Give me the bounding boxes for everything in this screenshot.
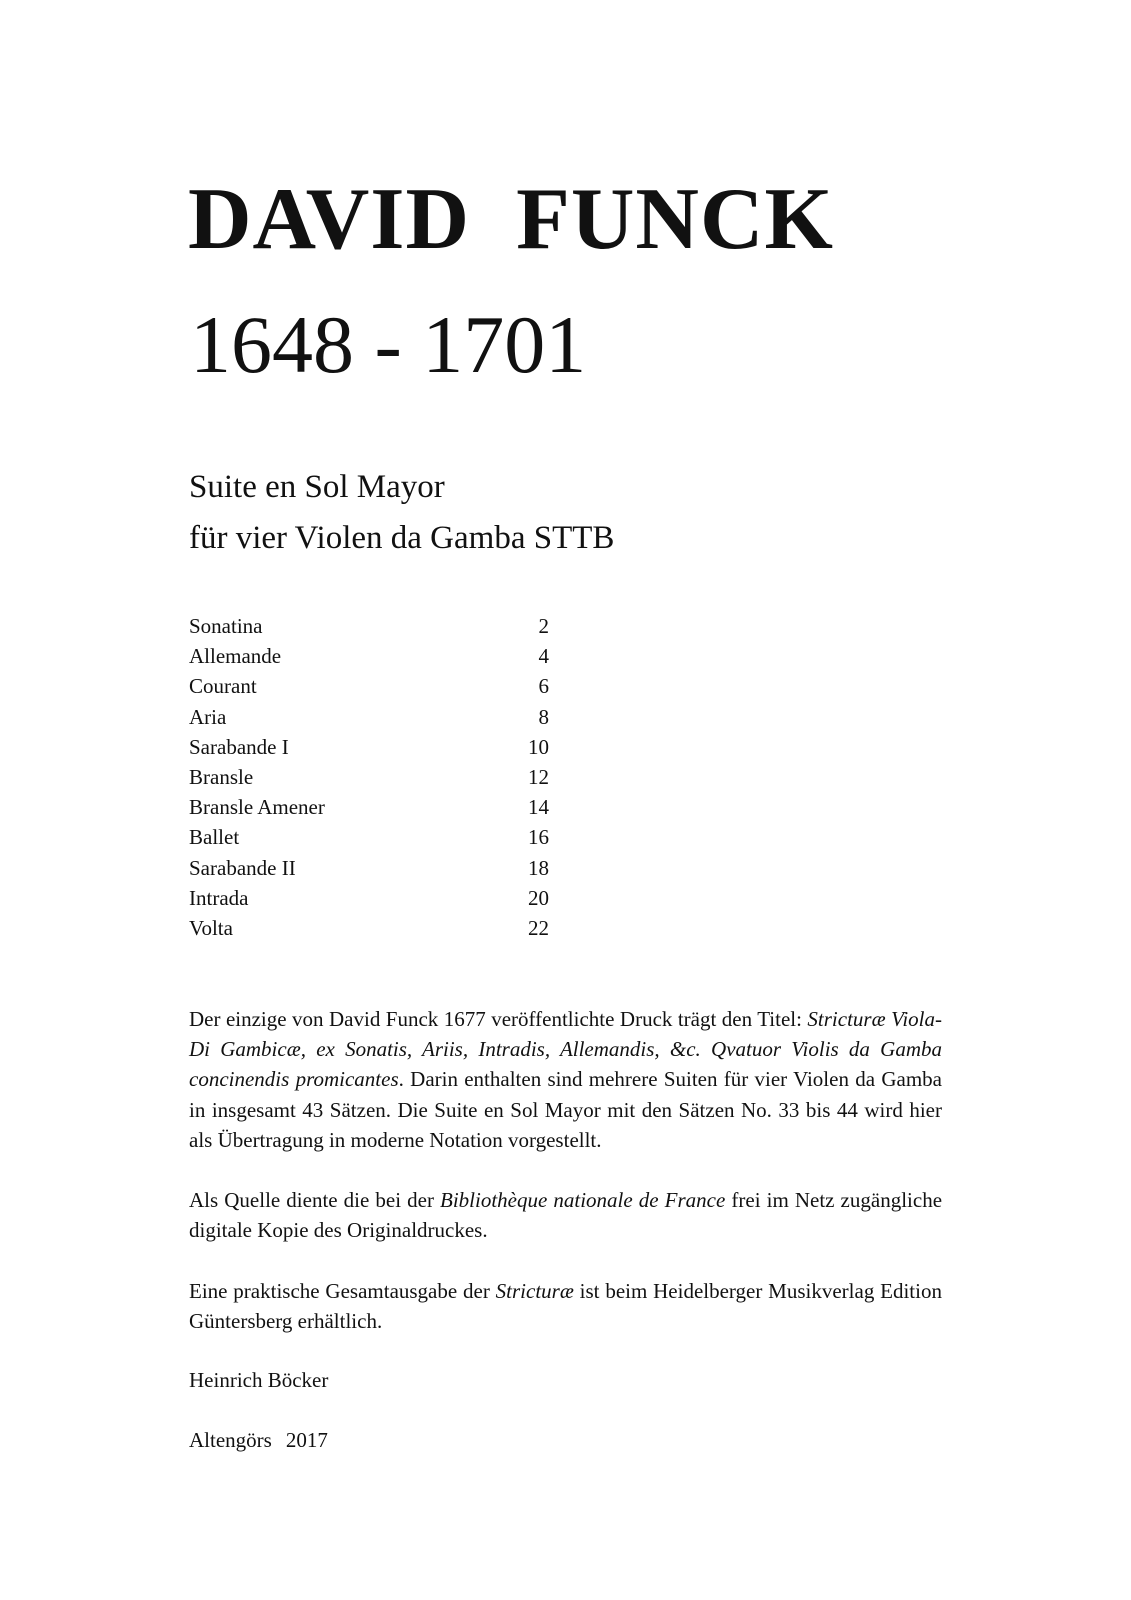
toc-page-number: 6: [538, 674, 549, 699]
composer-dates: 1648 - 1701: [190, 299, 587, 390]
text-run: Der einzige von David Funck 1677 veröffentlichte Druck trägt den Titel:: [189, 1007, 808, 1031]
composer-name: DAVID FUNCK: [188, 171, 834, 268]
toc-item: [189, 732, 549, 762]
toc-title: Sarabande II: [189, 855, 296, 880]
library-name: Bibliothèque nationale de France: [440, 1188, 726, 1213]
toc-title: Courant: [189, 674, 257, 699]
toc-item: [189, 822, 549, 852]
text-run: Eine praktische Gesamtausgabe der: [189, 1278, 496, 1303]
toc-item: [189, 611, 549, 641]
instrumentation: für vier Violen da Gamba STTB: [189, 520, 615, 556]
year: 2017: [285, 1428, 328, 1452]
place-and-date: [189, 1425, 328, 1455]
toc-item: [189, 671, 549, 701]
paragraph-edition: [189, 1276, 942, 1336]
editor-signature: Heinrich Böcker: [189, 1368, 329, 1392]
work-title: Suite en Sol Mayor: [189, 469, 445, 505]
toc-page-number: 12: [528, 764, 549, 789]
toc-item: [189, 792, 549, 822]
toc-title: Volta: [189, 915, 233, 940]
toc-item: [189, 641, 549, 671]
text-run: frei im Netz zugängliche digitale Kopie des Originaldruckes.: [189, 1188, 943, 1243]
toc-item: [189, 702, 549, 732]
toc-page-number: 20: [528, 885, 549, 910]
paragraph-source-print: [189, 1004, 942, 1155]
text-run: . Darin enthalten sind mehrere Suiten für vier Violen da Gamba in insgesamt 43 Sätzen. Die Suite en Sol Mayor mit den Sätzen No. 33 bis 44 wird hier als Übertragung in moderne Notation vorgestellt.: [189, 1067, 942, 1152]
toc-page-number: 22: [528, 915, 549, 940]
toc-title: Sonatina: [189, 614, 263, 638]
table-of-contents: [189, 611, 549, 943]
work-subtitle: [189, 462, 614, 564]
toc-title: Bransle Amener: [189, 795, 325, 820]
text-run: ist beim Heidelberger Musikverlag Edition Güntersberg erhältlich.: [189, 1278, 942, 1333]
toc-page-number: 14: [528, 795, 549, 820]
toc-item: [189, 883, 549, 913]
paragraph-source-library: [189, 1185, 942, 1245]
toc-page-number: 18: [528, 855, 549, 880]
introduction-text: [189, 1004, 942, 1366]
toc-page-number: 8: [538, 704, 549, 729]
toc-page-number: 2: [538, 614, 549, 638]
text-run: Als Quelle diente die bei der: [189, 1188, 441, 1213]
toc-title: Sarabande I: [189, 734, 289, 759]
toc-item: [189, 762, 549, 792]
toc-page-number: 4: [538, 644, 549, 669]
toc-title: Aria: [189, 704, 227, 729]
edition-title: Stricturæ: [495, 1278, 574, 1303]
toc-title: Allemande: [189, 644, 282, 669]
toc-item: [189, 913, 549, 943]
toc-page-number: 16: [528, 825, 549, 850]
toc-page-number: 10: [528, 734, 549, 759]
toc-title: Intrada: [189, 885, 249, 910]
toc-title: Bransle: [189, 764, 254, 789]
toc-title: Ballet: [189, 825, 240, 850]
original-print-title: Stricturæ Viola-Di Gambicæ, ex Sonatis, Ariis, Intradis, Allemandis, &c. Qvatuor Violis da Gamba concinendis promicantes: [189, 1007, 942, 1092]
place: Altengörs: [189, 1428, 272, 1452]
toc-item: [189, 853, 549, 883]
